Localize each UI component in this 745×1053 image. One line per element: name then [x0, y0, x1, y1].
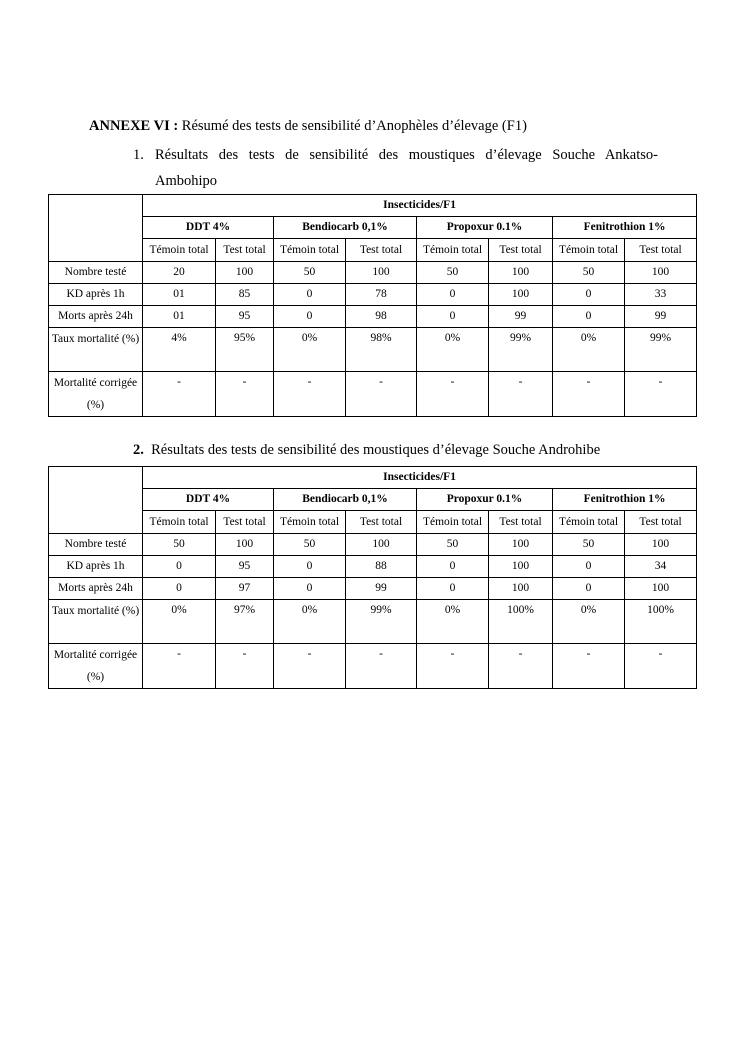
data-cell: 0: [143, 578, 216, 600]
data-cell: 4%: [143, 328, 216, 372]
data-cell: 100: [489, 534, 553, 556]
temoin-header: Témoin total: [553, 239, 625, 262]
annex-title: Résumé des tests de sensibilité d’Anophèles d’élevage (F1): [178, 118, 527, 134]
section-2-text: Résultats des tests de sensibilité des moustiques d’élevage Souche Androhibe: [151, 442, 601, 458]
annex-label: ANNEXE VI :: [89, 118, 179, 134]
insecticide-header: Propoxur 0.1%: [417, 217, 553, 239]
data-cell: 98: [346, 306, 417, 328]
insecticide-header: Fenitrothion 1%: [553, 217, 697, 239]
insecticide-header: Bendiocarb 0,1%: [274, 489, 417, 511]
data-cell: -: [489, 644, 553, 689]
test-header: Test total: [346, 239, 417, 262]
data-cell: 97%: [216, 600, 274, 644]
data-cell: 98%: [346, 328, 417, 372]
data-cell: 100%: [489, 600, 553, 644]
insecticide-header: DDT 4%: [143, 489, 274, 511]
data-cell: -: [625, 644, 697, 689]
data-cell: 95%: [216, 328, 274, 372]
section-2-title: [133, 440, 693, 460]
temoin-header: Témoin total: [143, 511, 216, 534]
data-cell: 99%: [489, 328, 553, 372]
data-cell: 34: [625, 556, 697, 578]
data-cell: 95: [216, 306, 274, 328]
section-1-line2: Ambohipo: [155, 173, 218, 189]
row-label: Nombre testé: [49, 534, 143, 556]
data-cell: 100: [346, 262, 417, 284]
data-cell: -: [553, 372, 625, 417]
data-cell: 97: [216, 578, 274, 600]
test-header: Test total: [216, 239, 274, 262]
data-cell: -: [216, 644, 274, 689]
insecticide-header: DDT 4%: [143, 217, 274, 239]
data-cell: 50: [417, 262, 489, 284]
data-cell: -: [143, 644, 216, 689]
test-header: Test total: [216, 511, 274, 534]
data-cell: 33: [625, 284, 697, 306]
data-cell: 100: [489, 284, 553, 306]
data-cell: 100: [216, 262, 274, 284]
data-cell: 85: [216, 284, 274, 306]
data-cell: 100: [625, 534, 697, 556]
data-cell: 0: [417, 284, 489, 306]
temoin-header: Témoin total: [417, 511, 489, 534]
temoin-header: Témoin total: [553, 511, 625, 534]
test-header: Test total: [346, 511, 417, 534]
section-2-number: 2.: [133, 442, 144, 458]
data-cell: 95: [216, 556, 274, 578]
insecticide-header: Fenitrothion 1%: [553, 489, 697, 511]
data-cell: 50: [553, 262, 625, 284]
data-cell: 0: [274, 306, 346, 328]
results-table: [48, 466, 697, 689]
data-cell: 0: [553, 556, 625, 578]
row-label: KD après 1h: [49, 556, 143, 578]
data-cell: 100: [346, 534, 417, 556]
section-1-number: 1.: [133, 147, 144, 163]
row-label: Taux mortalité (%): [49, 328, 143, 372]
data-cell: 0%: [417, 328, 489, 372]
data-cell: -: [553, 644, 625, 689]
test-header: Test total: [625, 239, 697, 262]
data-cell: 0: [553, 284, 625, 306]
data-cell: 0%: [274, 328, 346, 372]
data-cell: 0%: [274, 600, 346, 644]
row-label: Morts après 24h: [49, 578, 143, 600]
data-cell: 99%: [346, 600, 417, 644]
data-cell: 99: [489, 306, 553, 328]
row-label: KD après 1h: [49, 284, 143, 306]
data-cell: -: [143, 372, 216, 417]
section-1-line1: Résultats des tests de sensibilité des moustiques d’élevage Souche Ankatso-: [155, 147, 658, 163]
data-cell: 0: [417, 556, 489, 578]
data-cell: 100: [625, 578, 697, 600]
data-cell: 99%: [625, 328, 697, 372]
data-cell: 01: [143, 306, 216, 328]
data-cell: 0: [417, 578, 489, 600]
data-cell: 0: [143, 556, 216, 578]
insecticide-header: Bendiocarb 0,1%: [274, 217, 417, 239]
data-cell: 0: [274, 578, 346, 600]
row-label: Nombre testé: [49, 262, 143, 284]
data-cell: 88: [346, 556, 417, 578]
data-cell: 78: [346, 284, 417, 306]
data-cell: 100: [489, 578, 553, 600]
data-cell: 0%: [553, 600, 625, 644]
data-cell: -: [346, 372, 417, 417]
row-label: Mortalité corrigée (%): [49, 372, 143, 417]
data-cell: 20: [143, 262, 216, 284]
temoin-header: Témoin total: [417, 239, 489, 262]
data-cell: 50: [553, 534, 625, 556]
data-cell: 0%: [417, 600, 489, 644]
data-cell: 50: [274, 262, 346, 284]
data-cell: 0%: [143, 600, 216, 644]
corner-cell: [49, 467, 143, 534]
temoin-header: Témoin total: [143, 239, 216, 262]
data-cell: 0: [553, 306, 625, 328]
data-cell: -: [216, 372, 274, 417]
corner-cell: [49, 195, 143, 262]
data-cell: 100%: [625, 600, 697, 644]
annex-heading: [89, 116, 689, 136]
insecticide-header: Propoxur 0.1%: [417, 489, 553, 511]
data-cell: -: [625, 372, 697, 417]
results-table: [48, 194, 697, 417]
data-cell: 01: [143, 284, 216, 306]
data-cell: 0: [417, 306, 489, 328]
test-header: Test total: [489, 511, 553, 534]
group-header: Insecticides/F1: [143, 467, 697, 489]
data-cell: 99: [625, 306, 697, 328]
test-header: Test total: [489, 239, 553, 262]
data-cell: -: [489, 372, 553, 417]
row-label: Morts après 24h: [49, 306, 143, 328]
data-cell: -: [274, 644, 346, 689]
data-cell: 0: [274, 556, 346, 578]
data-cell: 100: [489, 556, 553, 578]
data-cell: -: [274, 372, 346, 417]
data-cell: 99: [346, 578, 417, 600]
data-cell: -: [346, 644, 417, 689]
data-cell: 0: [274, 284, 346, 306]
group-header: Insecticides/F1: [143, 195, 697, 217]
data-cell: 0%: [553, 328, 625, 372]
data-cell: 50: [417, 534, 489, 556]
data-cell: -: [417, 644, 489, 689]
row-label: Taux mortalité (%): [49, 600, 143, 644]
data-cell: 100: [489, 262, 553, 284]
row-label: Mortalité corrigée (%): [49, 644, 143, 689]
data-cell: -: [417, 372, 489, 417]
data-cell: 50: [143, 534, 216, 556]
data-cell: 100: [625, 262, 697, 284]
data-cell: 0: [553, 578, 625, 600]
test-header: Test total: [625, 511, 697, 534]
data-cell: 100: [216, 534, 274, 556]
temoin-header: Témoin total: [274, 511, 346, 534]
temoin-header: Témoin total: [274, 239, 346, 262]
data-cell: 50: [274, 534, 346, 556]
